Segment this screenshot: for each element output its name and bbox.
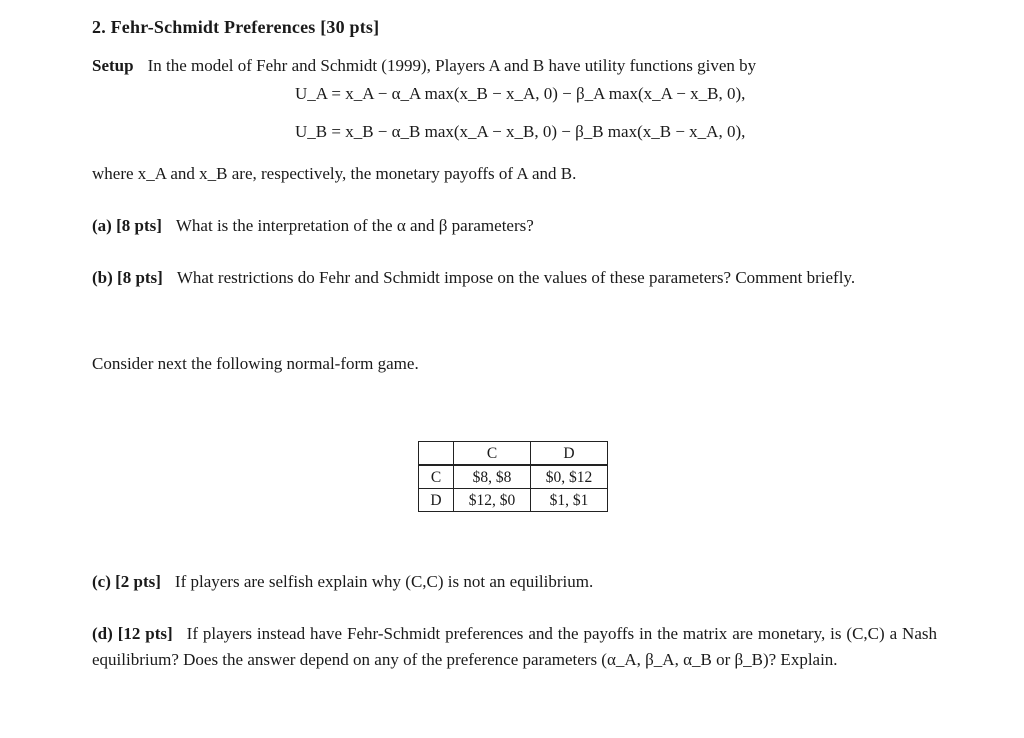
matrix-row <box>419 489 608 512</box>
matrix-payoff-cell: $12, $0 <box>454 489 531 512</box>
game-matrix <box>418 441 608 512</box>
question-a-text: What is the interpretation of the α and β parameters? <box>175 216 534 235</box>
utility-equation-a: U_A = x_A − α_A max(x_B − x_A, 0) − β_A max(x_A − x_B, 0), <box>295 84 746 103</box>
question-b-text: What restrictions do Fehr and Schmidt impose on the values of these parameters? Comment briefly. <box>176 268 856 287</box>
matrix-row <box>419 465 608 489</box>
question-d <box>92 621 937 673</box>
question-c <box>92 569 937 595</box>
matrix-row-header: C <box>419 465 454 489</box>
question-d-label: (d) [12 pts] <box>92 624 173 643</box>
setup-label: Setup <box>92 56 134 75</box>
where-sentence: where x_A and x_B are, respectively, the monetary payoffs of A and B. <box>92 164 577 183</box>
matrix-corner-cell <box>419 442 454 466</box>
matrix-payoff-cell: $1, $1 <box>531 489 608 512</box>
problem-title: 2. Fehr-Schmidt Preferences [30 pts] <box>92 17 380 37</box>
setup-text: In the model of Fehr and Schmidt (1999), Players A and B have utility functions given by <box>147 56 757 75</box>
setup-paragraph <box>92 53 937 79</box>
matrix-column-header: C <box>454 442 531 466</box>
utility-equation-b: U_B = x_B − α_B max(x_A − x_B, 0) − β_B max(x_B − x_A, 0), <box>295 122 746 141</box>
matrix-payoff-cell: $8, $8 <box>454 465 531 489</box>
question-b-label: (b) [8 pts] <box>92 268 163 287</box>
question-d-text: If players instead have Fehr-Schmidt preferences and the payoffs in the matrix are monetary, is (C,C) a Nash equilibrium? Does the answer depend on any of the preference parameters (α_A, β_A, α_B or β_B)? Explain. <box>92 624 937 669</box>
question-a-label: (a) [8 pts] <box>92 216 162 235</box>
matrix-row-header: D <box>419 489 454 512</box>
question-b <box>92 265 937 291</box>
matrix-payoff-cell: $0, $12 <box>531 465 608 489</box>
question-c-text: If players are selfish explain why (C,C) is not an equilibrium. <box>174 572 594 591</box>
question-a <box>92 213 937 239</box>
consider-sentence: Consider next the following normal-form game. <box>92 354 419 373</box>
question-c-label: (c) [2 pts] <box>92 572 161 591</box>
matrix-column-header: D <box>531 442 608 466</box>
